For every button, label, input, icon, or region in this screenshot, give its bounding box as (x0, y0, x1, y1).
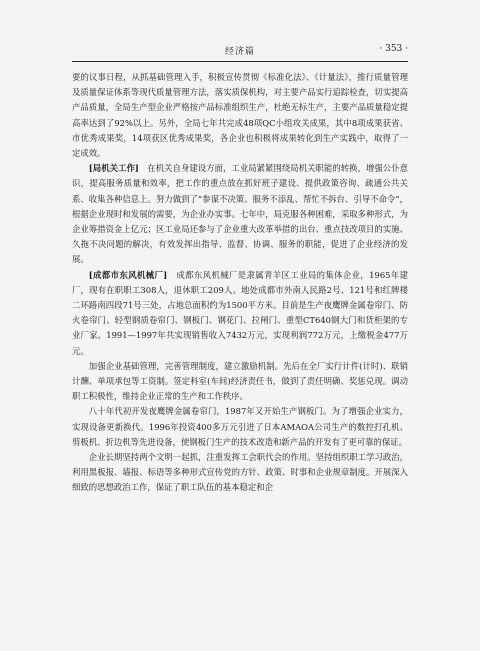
paragraph-text: 在机关自身建设方面，工业局紧紧围绕局机关职能的转换，增强公仆意识，提高服务质量和效率，把工作的重点放在抓好班子建设、提供政策咨询、疏通公共关系、收集各种信息上。努力做到了“参谋不决策、服务不添乱、帮忙不拆台、引导不命令”，根据企业现时和发展的需要，为企业办实事。七年中，局克服各种困难，采取多种形式，为企业筹措资金上亿元；区工业局还参与了企业重大改革举措的出台、重点技改项目的实施、久拖不决问题的解决，有效发挥出指导、监督、协调、服务的职能，促进了企业经济的发展。 (72, 163, 409, 265)
paragraph-text: 成都东风机械厂是隶属青羊区工业局的集体企业，1965年建厂，现有在职职工308人，退休职工209人。地处成都市外南人民路2号、121号和红牌楼二环路南四段71号三处，占地总面积约为1500平方米。目前是生产夜鹰牌金属卷帘门、防火卷帘门、轻型钢质卷帘门、钢板门、钢花门、拉闸门、重型CT640钢大门和货柜架的专业厂家。1991—1997年共实现销售收入7432万元，实现利润772万元，上缴税金477万元。 (72, 269, 409, 356)
page-header (72, 44, 408, 60)
body-text (72, 70, 408, 496)
paragraph-text: 加强企业基础管理，完善管理制度，建立激励机制。先后在全厂实行计件(计时)、联销计酬、单项承包等工资制。签定科室(车间)经济责任书，做到了责任明确、奖惩兑现。调动职工积极性，维持企业正常的生产和工作秩序。 (72, 360, 408, 402)
paragraph-text: 企业长期坚持两个文明一起抓，注重发挥工会职代会的作用。坚持组织职工学习政治，利用黑板报、墙报、标语等多种形式宣传党的方针、政策、时事和企业规章制度。开展深入细致的思想政治工作，保证了职工队伍的基本稳定和企 (72, 452, 408, 493)
section-label: [ 成都市东风机械厂 ] (89, 270, 167, 280)
paragraph-product-development (72, 404, 408, 450)
header-rule (72, 61, 408, 62)
paragraph-quality-management (72, 70, 408, 161)
running-head-title: 经济篇 (224, 47, 255, 57)
paragraph-text: 要的议事日程，从抓基础管理入手，积极宣传贯彻《标准化法》、《计量法》，推行质量管理及质量保证体系等现代质量管理方法，落实质保机构，对主要产品实行追踪检查，切实提高产品质量，全局生产型企业严格按产品标准组织生产，杜绝无标生产，主要产品质量稳定提高率达到了92%以上。另外，全局七年共完成48项QC小组攻关成果，其中8项成果获省、市优秀成果奖，14项获区优秀成果奖，各企业也积极将成果转化到生产实践中，取得了一定成效。 (72, 72, 408, 159)
paragraph-bureau-work (72, 161, 408, 267)
paragraph-dongfeng-factory (72, 268, 408, 359)
paragraph-management-system (72, 359, 408, 405)
paragraph-text: 八十年代初开发夜鹰牌金属卷帘门，1987年又开始生产钢板门。为了增强企业实力，实现设备更新换代。1996年投资400多万元引进了日本AMAOA公司生产的数控打孔机、剪板机、折边机等先进设备，使钢板门生产的技术改造和新产品的开发有了更可靠的保证。 (72, 406, 408, 447)
page-number: · 353 · (379, 44, 408, 54)
section-label: [ 局机关工作 ] (89, 163, 139, 173)
paragraph-civilization (72, 450, 408, 496)
